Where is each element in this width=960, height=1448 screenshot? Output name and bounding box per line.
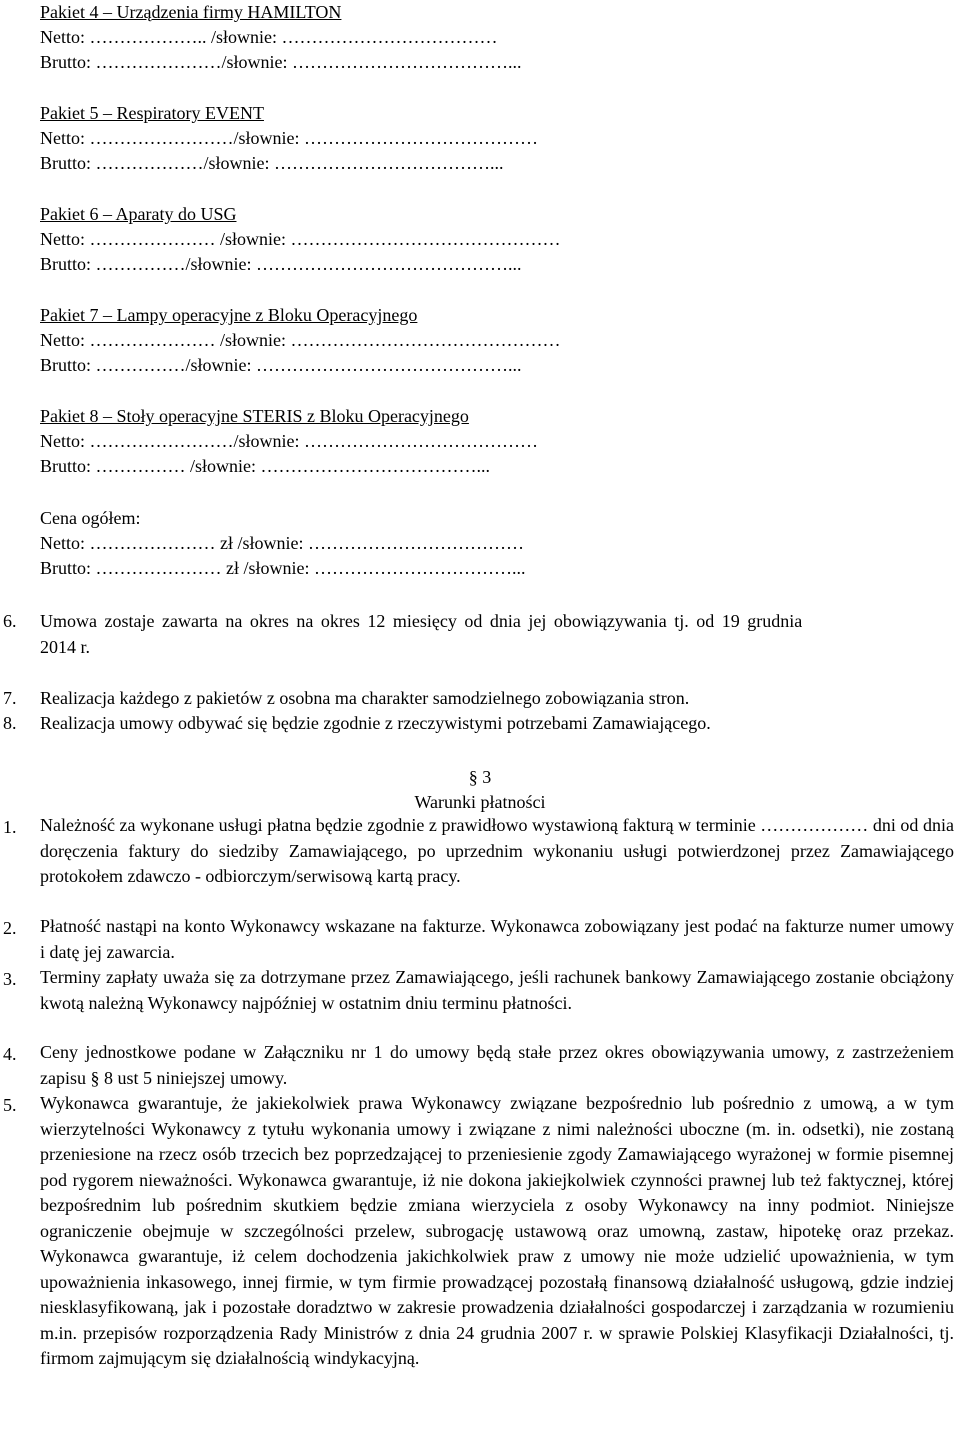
- package-7-netto: Netto: ………………… /słownie: ………………………………………: [40, 330, 561, 350]
- package-6-netto: Netto: ………………… /słownie: ………………………………………: [40, 229, 561, 249]
- clause-6-number: 6.: [3, 611, 17, 631]
- package-4-title: Pakiet 4 – Urządzenia firmy HAMILTON: [40, 2, 342, 22]
- package-8-netto: Netto: ……………………/słownie: …………………………………: [40, 431, 538, 451]
- package-4-brutto: Brutto: …………………/słownie: ………………………………...: [40, 52, 522, 72]
- package-6-title: Pakiet 6 – Aparaty do USG: [40, 204, 237, 224]
- payment-clause-3-number: 3.: [3, 969, 17, 989]
- package-5-netto: Netto: ……………………/słownie: …………………………………: [40, 128, 538, 148]
- section-mark: § 3: [468, 767, 492, 787]
- package-8-title: Pakiet 8 – Stoły operacyjne STERIS z Bloku Operacyjnego: [40, 406, 469, 426]
- total-brutto: Brutto: ………………… zł /słownie: ……………………………...: [40, 558, 526, 578]
- payment-clause-4-number: 4.: [3, 1044, 17, 1064]
- payment-clause-4-text: Ceny jednostkowe podane w Załączniku nr 1 do umowy będą stałe przez okres obowiązywania umowy, z zastrzeżeniem zapisu § 8 ust 5 niniejszej umowy.: [40, 1042, 954, 1088]
- package-7-title: Pakiet 7 – Lampy operacyjne z Bloku Operacyjnego: [40, 305, 418, 325]
- clause-6-text-cont: 2014 r.: [40, 637, 91, 657]
- clause-6-text: Umowa zostaje zawarta na okres na okres 12 miesięcy od dnia jej obowiązywania tj. od 19 grudnia: [40, 611, 803, 631]
- package-6-brutto: Brutto: ……………/słownie: ……………………………………...: [40, 254, 522, 274]
- payment-clause-3-text: Terminy zapłaty uważa się za dotrzymane przez Zamawiającego, jeśli rachunek bankowy Zamawiającego zostanie obciążony kwotą należną Wykonawcy najpóźniej w ostatnim dniu terminu płatności.: [40, 967, 954, 1013]
- clause-8-number: 8.: [3, 713, 17, 733]
- total-netto: Netto: ………………… zł /słownie: ………………………………: [40, 533, 524, 553]
- clause-8-text: Realizacja umowy odbywać się będzie zgodnie z rzeczywistymi potrzebami Zamawiającego.: [40, 713, 711, 733]
- payment-clause-1-number: 1.: [3, 817, 17, 837]
- payment-clause-1-text: Należność za wykonane usługi płatna będzie zgodnie z prawidłowo wystawioną fakturą w terminie ……………… dni od dnia doręczenia faktury do siedziby Zamawiającego, po uprzednim wykonaniu usługi potwierdzonej przez Zamawiającego protokołem zdawczo - odbiorczym/serwisową kartą pracy.: [40, 815, 954, 886]
- total-title: Cena ogółem:: [40, 508, 141, 528]
- payment-clause-2-number: 2.: [3, 918, 17, 938]
- package-5-title: Pakiet 5 – Respiratory EVENT: [40, 103, 264, 123]
- clause-7-text: Realizacja każdego z pakietów z osobna ma charakter samodzielnego zobowiązania stron.: [40, 688, 690, 708]
- payment-clause-5-text: Wykonawca gwarantuje, że jakiekolwiek prawa Wykonawcy związane bezpośrednio lub pośrednio z umową, a w tym wierzytelności Wykonawcy z tytułu wykonania umowy i związane z nimi należności uboczne (m. in. odsetki), nie zostaną przeniesione na rzecz osób trzecich bez poprzedzającej to przeniesienie zgody Zamawiającego wyrażonej w formie pisemnej pod rygorem nieważności. Wykonawca gwarantuje, iż nie dokona jakiejkolwiek czynności prawnej lub też faktycznej, której bezpośrednim lub pośrednim skutkiem będzie zmiana wierzyciela z osoby Wykonawcy na inny podmiot. Niniejsze ograniczenie obejmuje w szczególności przelew, subrogację ustawową oraz umowną, zastaw, hipotekę oraz przekaz. Wykonawca gwarantuje, iż celem dochodzenia jakichkolwiek praw z umowy nie może udzielić upoważnienia, w tym upoważnienia inkasowego, innej firmie, w tym firmie prowadzącej pozostałą finansową działalność usługową, gdzie indziej niesklasyfikowaną, jak i pozostałe doradztwo w zakresie prowadzenia działalności gospodarczej i zarządzania w rozumieniu m.in. przepisów rozporządzenia Rady Ministrów z dnia 24 grudnia 2007 r. w sprawie Polskiej Klasyfikacji Działalności, tj. firmom zajmującym się działalnością windykacyjną.: [40, 1093, 954, 1368]
- section-title: Warunki płatności: [414, 792, 546, 812]
- package-5-brutto: Brutto: ………………/słownie: ………………………………...: [40, 153, 504, 173]
- package-8-brutto: Brutto: …………… /słownie: ………………………………...: [40, 456, 490, 476]
- package-4-netto: Netto: ……………….. /słownie: ………………………………: [40, 27, 498, 47]
- clause-7-number: 7.: [3, 688, 17, 708]
- package-7-brutto: Brutto: ……………/słownie: ……………………………………...: [40, 355, 522, 375]
- payment-clause-5-number: 5.: [3, 1095, 17, 1115]
- payment-clause-2-text: Płatność nastąpi na konto Wykonawcy wskazane na fakturze. Wykonawca zobowiązany jest podać na fakturze numer umowy i datę jej zawarcia.: [40, 916, 954, 962]
